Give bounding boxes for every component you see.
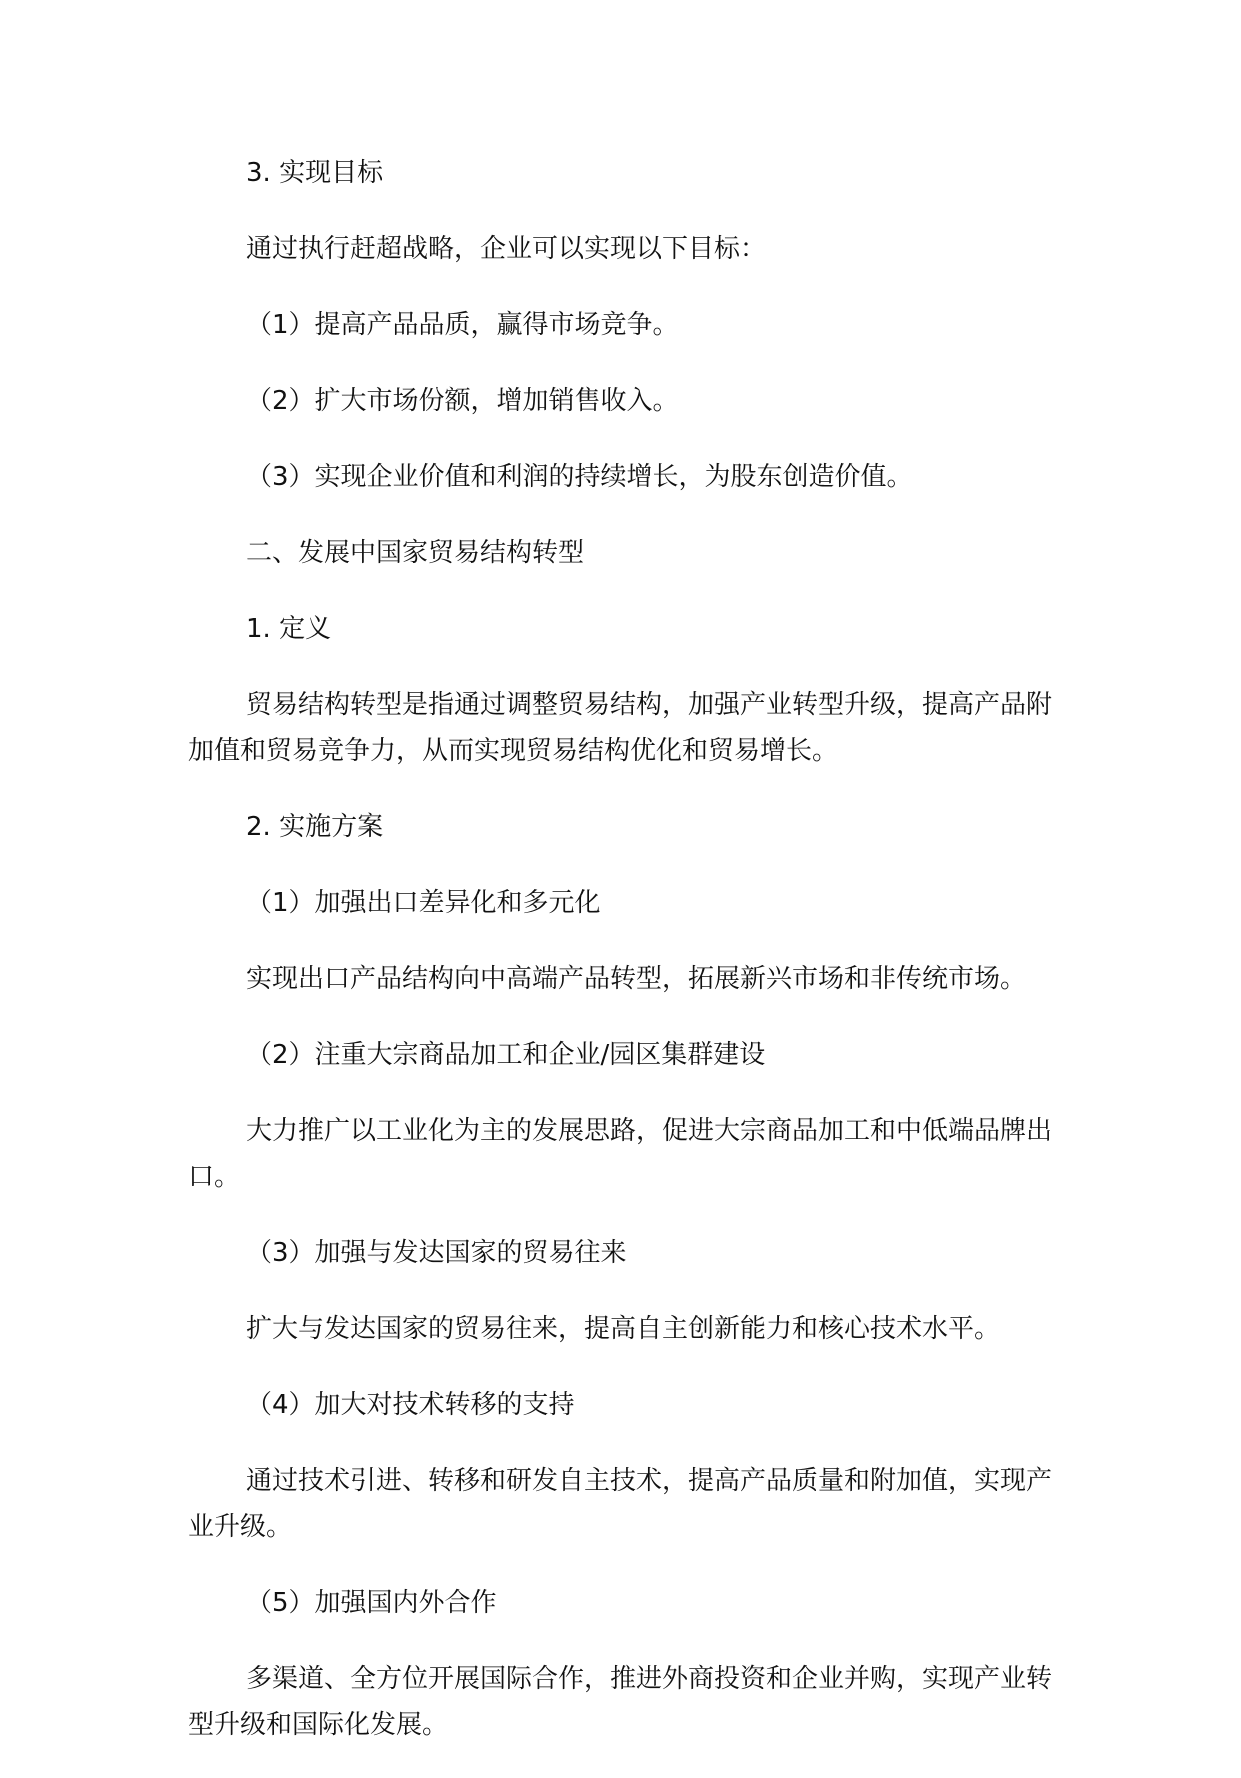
plan-item-1-text: 实现出口产品结构向中高端产品转型，拓展新兴市场和非传统市场。 [246, 964, 1027, 994]
paragraph-definition: 贸易结构转型是指通过调整贸易结构，加强产业转型升级，提高产品附加值和贸易竞争力，从而实现贸易结构优化和贸易增长。 [188, 690, 1053, 766]
goal-item-1: （1）提高产品品质，赢得市场竞争。 [246, 310, 679, 340]
goal-item-3: （3）实现企业价值和利润的持续增长，为股东创造价值。 [246, 462, 913, 492]
section-heading-goals: 3. 实现目标 [246, 158, 384, 188]
section-heading-implementation: 2. 实施方案 [246, 812, 384, 842]
plan-item-4-text: 通过技术引进、转移和研发自主技术，提高产品质量和附加值，实现产业升级。 [188, 1466, 1053, 1542]
section-heading-definition: 1. 定义 [246, 614, 332, 644]
plan-item-3-text: 扩大与发达国家的贸易往来，提高自主创新能力和核心技术水平。 [246, 1314, 1001, 1344]
plan-item-2-text: 大力推广以工业化为主的发展思路，促进大宗商品加工和中低端品牌出口。 [188, 1116, 1053, 1192]
plan-item-5-text: 多渠道、全方位开展国际合作，推进外商投资和企业并购，实现产业转型升级和国际化发展。 [188, 1664, 1053, 1740]
plan-item-1-heading: （1）加强出口差异化和多元化 [246, 888, 601, 918]
document-body [188, 150, 1068, 1778]
chapter-heading-trade-structure: 二、发展中国家贸易结构转型 [246, 538, 585, 568]
paragraph-goals-intro: 通过执行赶超战略，企业可以实现以下目标： [246, 234, 767, 264]
plan-item-3-heading: （3）加强与发达国家的贸易往来 [246, 1238, 627, 1268]
plan-item-4-heading: （4）加大对技术转移的支持 [246, 1390, 575, 1420]
plan-item-2-heading: （2）注重大宗商品加工和企业/园区集群建设 [246, 1040, 766, 1070]
goal-item-2: （2）扩大市场份额，增加销售收入。 [246, 386, 679, 416]
plan-item-5-heading: （5）加强国内外合作 [246, 1588, 497, 1618]
